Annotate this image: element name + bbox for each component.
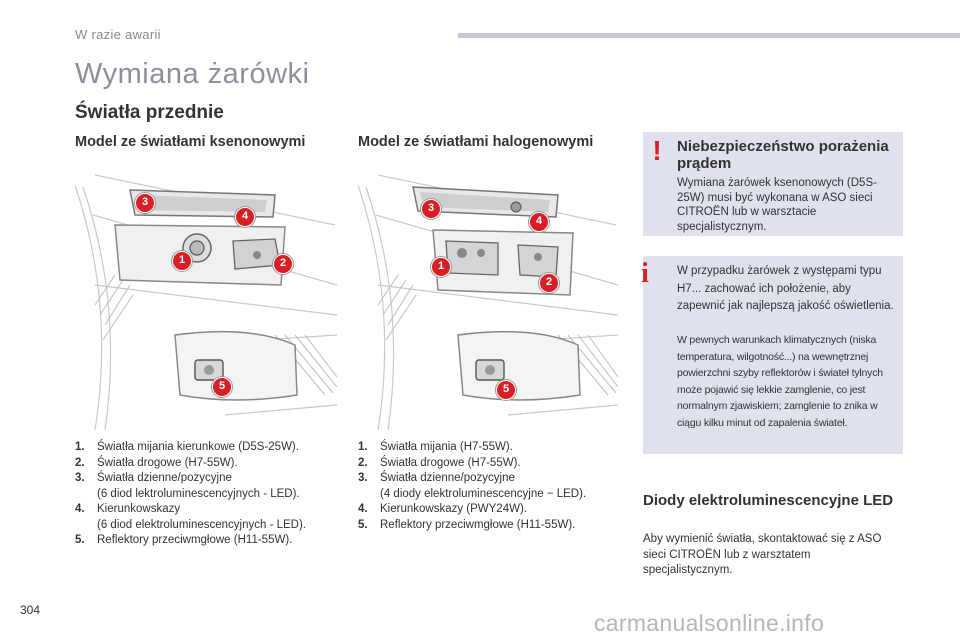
legend-item: 2. Światła drogowe (H7-55W).: [75, 456, 238, 469]
warning-icon: !: [652, 135, 662, 166]
callout-1: 1: [172, 251, 192, 271]
legend-item: (6 diod elektroluminescencyjnych - LED).: [97, 518, 307, 531]
info-panel: [643, 256, 903, 454]
watermark: carmanualsonline.info: [594, 610, 825, 636]
info-paragraph-2: W pewnych warunkach klimatycznych (niska temperatura, wilgotność...) na wewnętrznej powierzchni szyby reflektorów i świateł tylnych może pojawić się lekkie zamglenie, co jest normalnym zjawiskiem; zamglenie to znika w ciągu kilku minut od zapalenia świateł.: [677, 334, 883, 429]
callout-3: 3: [135, 193, 155, 213]
callout-1: 1: [431, 257, 451, 277]
legend-item: 5. Reflektory przeciwmgłowe (H11-55W).: [358, 518, 576, 531]
legend-item: (6 diod lektroluminescencyjnych - LED).: [97, 487, 300, 500]
legend-item: 3. Światła dzienne/pozycyjne: [75, 472, 232, 484]
xenon-headlamp-diagram: [75, 165, 337, 430]
page-title: Wymiana żarówki: [75, 58, 310, 90]
warning-title: Niebezpieczeństwo porażenia prądem: [677, 138, 889, 172]
led-section-body: Aby wymienić światła, skontaktować się z ASO sieci CITROËN lub z warsztatem specjalistycznym.: [643, 533, 882, 576]
xenon-headlamp-illustration: [75, 165, 337, 430]
callout-2: 2: [539, 273, 559, 293]
warning-body: Wymiana żarówek ksenonowych (D5S-25W) musi być wykonana w ASO sieci CITROËN lub w warsztacie specjalistycznym.: [677, 177, 877, 233]
info-paragraph-1: W przypadku żarówek z występami typu H7... zachować ich położenie, aby zapewnić jak najlepszą jakość oświetlenia.: [677, 265, 894, 312]
legend-item: 1. Światła mijania kierunkowe (D5S-25W).: [75, 441, 299, 453]
section-label: W razie awarii: [75, 27, 161, 42]
halogen-headlamp-diagram: [358, 165, 618, 430]
halogen-headlamp-illustration: [358, 165, 618, 430]
legend-item: 4. Kierunkowskazy (PWY24W).: [358, 503, 527, 515]
info-icon: i: [641, 258, 649, 289]
legend-item: 4. Kierunkowskazy: [75, 503, 181, 515]
callout-5: 5: [496, 380, 516, 400]
led-section-title: Diody elektroluminescencyjne LED: [643, 492, 894, 509]
callout-5: 5: [212, 377, 232, 397]
legend-item: 1. Światła mijania (H7-55W).: [358, 441, 513, 453]
halogen-heading: Model ze światłami halogenowymi: [358, 134, 594, 150]
legend-item: (4 diody elektroluminescencyjne − LED).: [380, 487, 587, 500]
subtitle: Światła przednie: [75, 102, 224, 123]
legend-item: 5. Reflektory przeciwmgłowe (H11-55W).: [75, 534, 293, 546]
xenon-legend: [75, 440, 340, 549]
xenon-heading: Model ze światłami ksenonowymi: [75, 134, 306, 150]
callout-4: 4: [529, 212, 549, 232]
legend-item: 3. Światła dzienne/pozycyjne: [358, 472, 515, 484]
callout-3: 3: [421, 199, 441, 219]
callout-2: 2: [273, 254, 293, 274]
halogen-legend: [358, 440, 623, 533]
warning-panel: [643, 132, 903, 236]
page-number: 304: [20, 603, 41, 617]
legend-item: 2. Światła drogowe (H7-55W).: [358, 456, 521, 469]
header-bar: [458, 33, 960, 38]
callout-4: 4: [235, 207, 255, 227]
